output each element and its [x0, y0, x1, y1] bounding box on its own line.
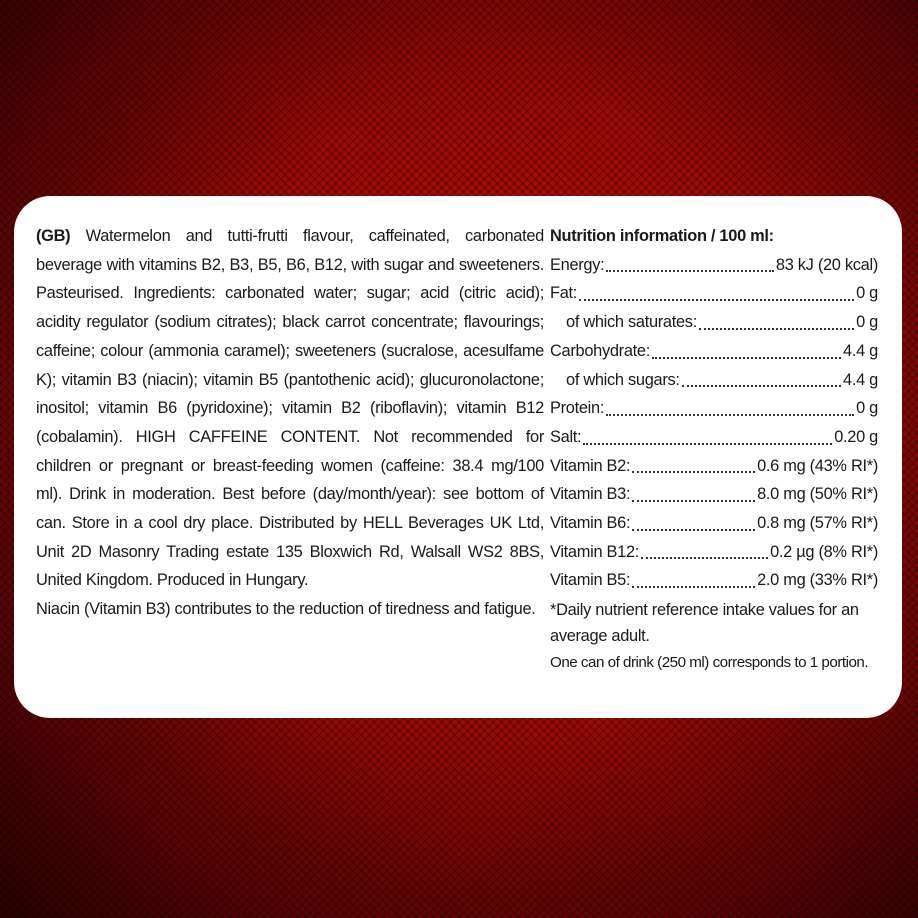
nutrition-label: Vitamin B5:	[550, 571, 631, 590]
nutrition-row-carbohydrate	[550, 337, 878, 366]
nutrition-value: 4.4 g	[843, 370, 878, 389]
nutrition-label: Carbohydrate:	[550, 341, 650, 360]
nutrition-value: 2.0 mg (33% RI*)	[757, 571, 878, 590]
nutrition-row-saturates	[550, 308, 878, 337]
leader-dots	[606, 270, 774, 272]
nutrition-row-protein	[550, 394, 878, 423]
nutrition-value: 8.0 mg (50% RI*)	[757, 485, 878, 504]
leader-dots	[579, 299, 854, 301]
leader-dots	[632, 471, 755, 473]
nutrition-value: 0 g	[856, 284, 878, 303]
nutrition-value: 0.8 mg (57% RI*)	[757, 514, 878, 533]
nutrition-label: of which sugars:	[566, 370, 680, 389]
leader-dots	[632, 586, 755, 588]
nutrition-row-fat	[550, 279, 878, 308]
nutrition-row-vitamin-b2	[550, 452, 878, 481]
nutrition-label: of which saturates:	[566, 313, 697, 332]
nutrition-row-sugars	[550, 366, 878, 395]
nutrition-row-vitamin-b3	[550, 480, 878, 509]
nutrition-label: Energy:	[550, 255, 605, 274]
nutrition-value: 0.2 µg (8% RI*)	[770, 542, 878, 561]
nutrition-label: Protein:	[550, 399, 605, 418]
nutrition-row-vitamin-b6	[550, 509, 878, 538]
nutrition-column	[550, 222, 878, 678]
ingredients-column	[36, 222, 544, 624]
nutrition-label: Vitamin B6:	[550, 514, 631, 533]
nutrition-row-vitamin-b12	[550, 538, 878, 567]
leader-dots	[632, 529, 755, 531]
nutrition-label: Salt:	[550, 427, 582, 446]
portion-note: One can of drink (250 ml) corresponds to 1 portion.	[550, 654, 869, 672]
ingredients-body: Watermelon and tutti-frutti flavour, caffeinated, carbonated beverage with vitamins B2, B3, B5, B6, B12, with sugar and sweeteners. Pasteurised. Ingredients: carbonated water; sugar; acid (citric acid); acidity regulator (sodium citrates); black carrot concentrate; flavourings; caffeine; colour (ammonia caramel); sweeteners (sucralose, acesulfame K); vitamin B3 (niacin); vitamin B5 (pantothenic acid); glucuronolactone; inositol; vitamin B6 (pyridoxine); vitamin B2 (riboflavin); vitamin B12 (cobalamin). HIGH CAFFEINE CONTENT. Not recommended for children or pregnant or breast-feeding women (caffeine: 38.4 mg/100 ml). Drink in moderation. Best before (day/month/year): see bottom of can. Store in a cool dry place. Distributed by HELL Beverages UK Ltd, Unit 2D Masonry Trading estate 135 Bloxwich Rd, Walsall WS2 8BS, United Kingdom. Produced in Hungary.	[36, 227, 544, 590]
leader-dots	[632, 500, 755, 502]
nutrition-title: Nutrition information / 100 ml:	[550, 227, 774, 245]
nutrition-row-energy	[550, 251, 878, 280]
nutrition-value: 0.6 mg (43% RI*)	[757, 456, 878, 475]
ingredients-text	[36, 222, 544, 595]
nutrition-value: 0 g	[856, 313, 878, 332]
health-claim: Niacin (Vitamin B3) contributes to the reduction of tiredness and fatigue.	[36, 600, 536, 619]
nutrition-value: 83 kJ (20 kcal)	[775, 255, 878, 274]
ri-footnote: *Daily nutrient reference intake values for an average adult.	[550, 601, 859, 646]
nutrition-label: Vitamin B12:	[550, 542, 640, 561]
leader-dots	[583, 443, 832, 445]
nutrition-value: 0.20 g	[834, 427, 878, 446]
leader-dots	[699, 328, 854, 330]
nutrition-row-vitamin-b5	[550, 566, 878, 595]
nutrition-value: 4.4 g	[843, 341, 878, 360]
leader-dots	[682, 385, 841, 387]
leader-dots	[641, 557, 768, 559]
nutrition-label: Vitamin B3:	[550, 485, 631, 504]
nutrition-row-salt	[550, 423, 878, 452]
label-card	[14, 196, 902, 718]
leader-dots	[652, 357, 841, 359]
leader-dots	[606, 414, 854, 416]
nutrition-value: 0 g	[856, 399, 878, 418]
nutrition-label: Fat:	[550, 284, 578, 303]
nutrition-label: Vitamin B2:	[550, 456, 631, 475]
country-code: (GB)	[36, 227, 71, 245]
